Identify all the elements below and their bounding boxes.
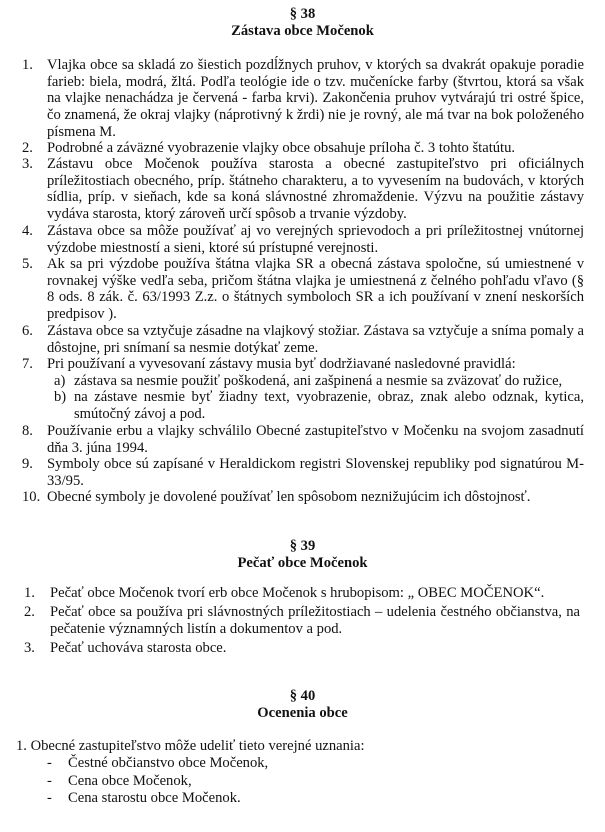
section-38-title: Zástava obce Močenok bbox=[231, 23, 374, 39]
sublist-letter: b) bbox=[54, 389, 67, 406]
list-item bbox=[22, 223, 584, 256]
item-number: 8. bbox=[22, 423, 33, 439]
item-text: Obecné symboly je dovolené používať len spôsobom neznižujúcim ich dôstojnosť. bbox=[47, 489, 531, 505]
section-39-title: Pečať obce Močenok bbox=[237, 555, 368, 571]
sublist-text: na zástave nesmie byť žiadny text, vyobrazenie, obraz, znak alebo odznak, kytica, smútočný závoj a pod. bbox=[74, 389, 584, 423]
item-text: Pri používaní a vyvesovaní zástavy musia byť dodržiavané nasledovné pravidlá: bbox=[47, 356, 516, 372]
section-38-list bbox=[22, 57, 584, 505]
list-item bbox=[22, 156, 584, 223]
award-item: Cena obce Močenok, bbox=[68, 773, 192, 789]
list-item bbox=[22, 57, 584, 140]
list-item bbox=[24, 585, 580, 604]
list-item bbox=[24, 640, 580, 657]
item-text: Zástava obce sa vztyčuje zásadne na vlajkový stožiar. Zástava sa vztyčuje a sníma pomaly a dôstojne, pri snímaní sa nesmie dotýkať zeme. bbox=[47, 323, 584, 356]
award-item: Cena starostu obce Močenok. bbox=[68, 790, 241, 806]
award-item: Čestné občianstvo obce Močenok, bbox=[68, 755, 269, 771]
item-text: Pečať obce Močenok tvorí erb obce Močenok s hrubopisom: „ OBEC MOČENOK“. bbox=[50, 585, 545, 601]
item-number: 1. bbox=[22, 57, 33, 73]
item-text: Zástavu obce Močenok používa starosta a obecné zastupiteľstvo pri oficiálnych príležitostiach obecného, príp. štátneho charakteru, a to vyvesením na budovách, v ktorých sídlia, príp. v sieňach, kde sa koná slávnostné zhromaždenie. Výzvu na použitie zástavy vydáva starosta, ktorý zároveň určí spôsob a trvanie výzdoby. bbox=[47, 156, 584, 223]
list-item bbox=[22, 456, 584, 489]
sublist-item bbox=[47, 373, 584, 390]
item-text: Používanie erbu a vlajky schválilo Obecné zastupiteľstvo v Močenku na svojom zasadnutí dňa 3. júna 1994. bbox=[47, 423, 584, 456]
item-number: 3. bbox=[22, 156, 33, 172]
item-number: 10. bbox=[22, 489, 41, 505]
item-number: 2. bbox=[22, 140, 33, 156]
item-number: 1. bbox=[24, 585, 35, 601]
item-text: Symboly obce sú zapísané v Heraldickom registri Slovenskej republiky pod signatúrou M-33/95. bbox=[47, 456, 584, 489]
list-item bbox=[22, 356, 584, 423]
item-number: 3. bbox=[24, 640, 35, 656]
section-39-number: § 39 bbox=[289, 538, 316, 554]
section-39-list bbox=[24, 585, 580, 657]
item-text: Pečať uchováva starosta obce. bbox=[50, 640, 227, 656]
item-text: Podrobné a záväzné vyobrazenie vlajky obce obsahuje príloha č. 3 tohto štatútu. bbox=[47, 140, 516, 156]
item-text: Ak sa pri výzdobe používa štátna vlajka SR a obecná zástava spoločne, sú umiestnené v rovnakej výške vedľa seba, pričom štátna vlajka je umiestnená z čelného pohľadu vľavo (§ 8 ods. 8 zák. č. 63/1993 Z.z. o štátnych symboloch SR a ich používaní v znení neskorších predpisov ). bbox=[47, 256, 584, 323]
section-38-number: § 38 bbox=[289, 6, 316, 22]
list-dash: - bbox=[47, 755, 52, 771]
item-number: 6. bbox=[22, 323, 33, 339]
item-number: 4. bbox=[22, 223, 33, 239]
section-40-title: Ocenenia obce bbox=[257, 705, 348, 721]
item-number: 5. bbox=[22, 256, 33, 272]
list-dash: - bbox=[47, 790, 52, 806]
item-text: Vlajka obce sa skladá zo šiestich pozdĺžnych pruhov, v ktorých sa dvakrát opakuje poradie farieb: biela, modrá, žltá. Podľa teológie ide o tzv. mučenícke farby (štvrtou, ktorá sa však na vlajke nenachádza je červená - farba krvi). Zakončenia pruhov vytvárajú tri ostré špice, čo znamená, že okraj vlajky (náprotivný k žrdi) nie je rovný, ale má tvar na bok položeného písmena M. bbox=[47, 57, 584, 140]
item-text: Zástava obce sa môže používať aj vo verejných sprievodoch a pri príležitostnej vnútornej výzdobe miestností a sieni, ktoré sú prístupné verejnosti. bbox=[47, 223, 584, 256]
item-text: Pečať obce sa používa pri slávnostných príležitostiach – udelenia čestného občianstva, na pečatenie významných listín a dokumentov a pod. bbox=[50, 604, 580, 637]
item-number: 9. bbox=[22, 456, 33, 472]
list-item bbox=[22, 140, 584, 156]
awards-intro: 1. Obecné zastupiteľstvo môže udeliť tieto verejné uznania: bbox=[16, 738, 365, 754]
list-item bbox=[22, 489, 584, 505]
sublist-letter: a) bbox=[54, 372, 66, 389]
item-number: 2. bbox=[24, 604, 35, 620]
section-40-number: § 40 bbox=[289, 688, 316, 704]
list-item bbox=[24, 604, 580, 640]
list-item bbox=[22, 256, 584, 323]
list-dash: - bbox=[47, 773, 52, 789]
list-item bbox=[22, 423, 584, 456]
item-number: 7. bbox=[22, 356, 33, 372]
sublist-item bbox=[47, 389, 584, 422]
list-item bbox=[22, 323, 584, 356]
sublist-text: zástava sa nesmie použiť poškodená, ani zašpinená a nesmie sa zväzovať do ružice, bbox=[74, 372, 563, 389]
rules-sublist bbox=[47, 373, 584, 423]
